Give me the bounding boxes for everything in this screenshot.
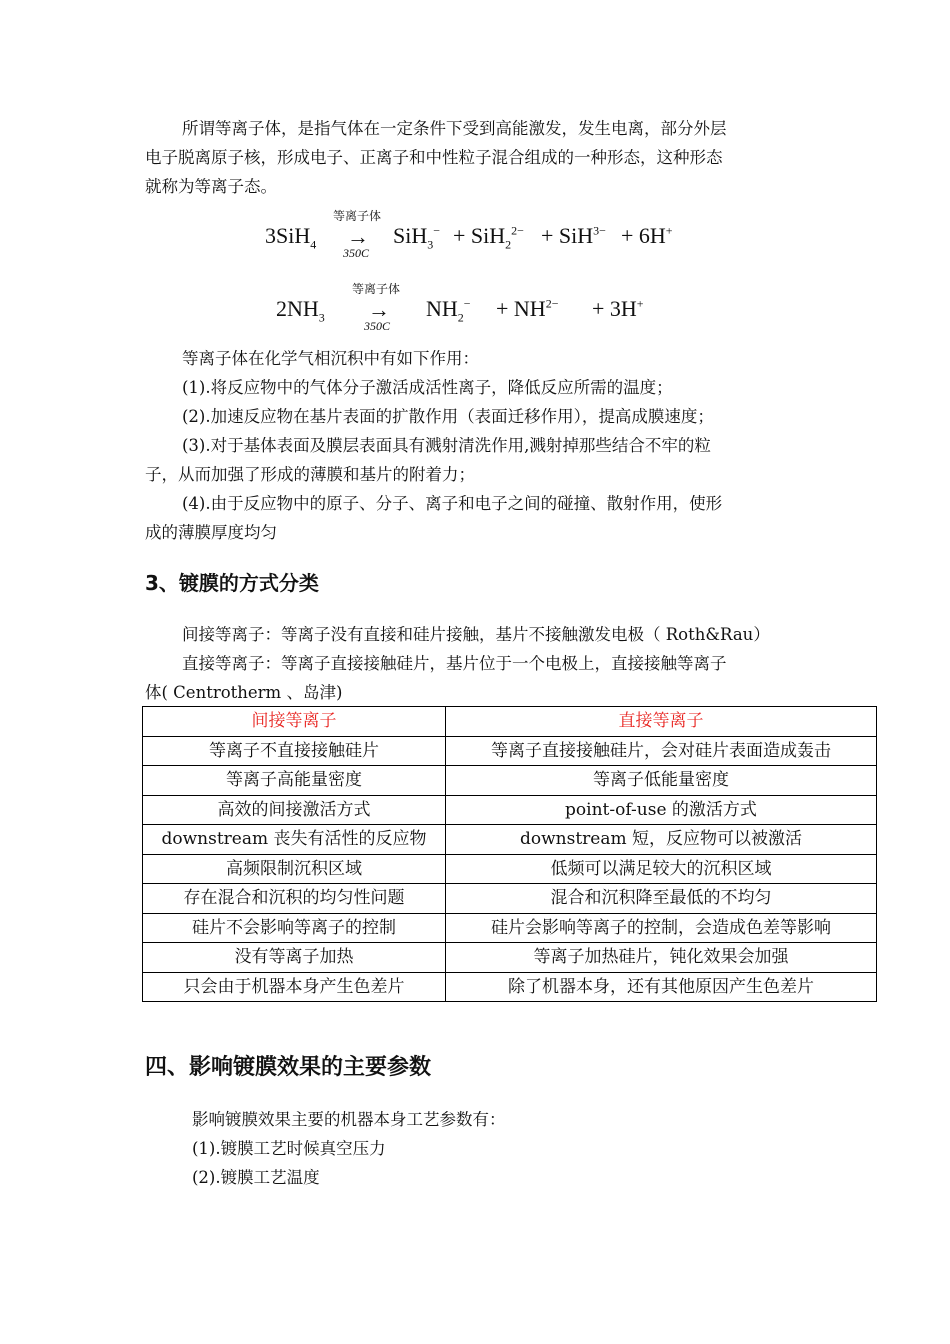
plasma-comparison-table xyxy=(142,706,877,1002)
eq2-arrow: → xyxy=(368,297,390,322)
table-row xyxy=(143,825,877,855)
eq1-product-1: SiH$_3$− xyxy=(393,223,441,252)
table-cell-indirect: 高效的间接激活方式 xyxy=(143,795,446,825)
section-4-heading: 四、影响镀膜效果的主要参数 xyxy=(145,1055,432,1080)
intro-line-2: 电子脱离原子核，形成电子、正离子和中性粒子混合组成的一种形态，这种形态 xyxy=(145,148,723,167)
roles-item-4b: 成的薄膜厚度均匀 xyxy=(145,523,277,542)
table-cell-direct: 等离子低能量密度 xyxy=(446,766,877,796)
table-header-indirect: 间接等离子 xyxy=(143,707,446,737)
table-cell-direct: 低频可以满足较大的沉积区域 xyxy=(446,854,877,884)
roles-item-3a: (3).对于基体表面及膜层表面具有溅射清洗作用,溅射掉那些结合不牢的粒 xyxy=(182,436,711,455)
eq1-condition-below: 350C xyxy=(343,246,370,260)
eq2-condition-above: 等离子体 xyxy=(352,282,401,296)
roles-intro: 等离子体在化学气相沉积中有如下作用： xyxy=(182,349,479,368)
eq1-product-4: + 6H+ xyxy=(621,223,673,248)
table-cell-indirect: 只会由于机器本身产生色差片 xyxy=(143,972,446,1002)
table-cell-indirect: 没有等离子加热 xyxy=(143,943,446,973)
table-row xyxy=(143,913,877,943)
eq1-arrow: → xyxy=(347,224,369,249)
direct-plasma-desc-a: 直接等离子：等离子直接接触硅片，基片位于一个电极上，直接接触等离子 xyxy=(182,654,727,673)
eq1-lhs: 3SiH$_4$ xyxy=(265,223,317,252)
table-row xyxy=(143,766,877,796)
intro-line-3: 就称为等离子态。 xyxy=(145,177,277,196)
table-cell-indirect: downstream 丧失有活性的反应物 xyxy=(143,825,446,855)
table-header-direct: 直接等离子 xyxy=(446,707,877,737)
params-item-1: (1).镀膜工艺时候真空压力 xyxy=(192,1139,386,1158)
eq2-condition-below: 350C xyxy=(364,319,391,333)
eq1-product-2: + SiH$_2^{2-}$ xyxy=(453,223,524,252)
table-cell-indirect: 等离子高能量密度 xyxy=(143,766,446,796)
table-cell-direct: 除了机器本身，还有其他原因产生色差片 xyxy=(446,972,877,1002)
table-row xyxy=(143,854,877,884)
eq2-product-3: + 3H+ xyxy=(592,296,644,321)
intro-line-1: 所谓等离子体，是指气体在一定条件下受到高能激发，发生电离，部分外层 xyxy=(182,119,727,138)
table-cell-direct: 等离子加热硅片，钝化效果会加强 xyxy=(446,943,877,973)
eq2-product-2: + $NH^{2-}$ xyxy=(496,296,559,321)
direct-plasma-desc-b: 体( Centrotherm 、岛津) xyxy=(145,683,343,702)
roles-item-3b: 子，从而加强了形成的薄膜和基片的附着力； xyxy=(145,465,475,484)
table-header-row xyxy=(143,707,877,737)
eq1-condition-above: 等离子体 xyxy=(333,209,382,223)
roles-item-1: (1).将反应物中的气体分子激活成活性离子，降低反应所需的温度； xyxy=(182,378,673,397)
params-item-2: (2).镀膜工艺温度 xyxy=(192,1168,320,1187)
roles-item-4a: (4).由于反应物中的原子、分子、离子和电子之间的碰撞、散射作用，使形 xyxy=(182,494,723,513)
eq2-product-1: $NH_2^-$ xyxy=(426,296,471,325)
table-row xyxy=(143,943,877,973)
table-cell-indirect: 硅片不会影响等离子的控制 xyxy=(143,913,446,943)
eq1-product-3: + SiH$^{3-}$ xyxy=(541,223,606,248)
table-row xyxy=(143,736,877,766)
table-cell-direct: 硅片会影响等离子的控制，会造成色差等影响 xyxy=(446,913,877,943)
table-row xyxy=(143,972,877,1002)
section-3-heading: 3、镀膜的方式分类 xyxy=(145,571,319,595)
table-cell-direct: 混合和沉积降至最低的不均匀 xyxy=(446,884,877,914)
table-cell-direct: 等离子直接接触硅片，会对硅片表面造成轰击 xyxy=(446,736,877,766)
eq2-lhs: $2NH_3$ xyxy=(276,296,325,325)
table-row xyxy=(143,884,877,914)
indirect-plasma-desc: 间接等离子：等离子没有直接和硅片接触，基片不接触激发电极（ Roth&Rau） xyxy=(182,625,770,644)
table-row xyxy=(143,795,877,825)
equation-silane xyxy=(265,205,705,265)
params-intro: 影响镀膜效果主要的机器本身工艺参数有： xyxy=(192,1110,506,1129)
table-cell-direct: point-of-use 的激活方式 xyxy=(446,795,877,825)
table-cell-indirect: 等离子不直接接触硅片 xyxy=(143,736,446,766)
roles-item-2: (2).加速反应物在基片表面的扩散作用（表面迁移作用），提高成膜速度； xyxy=(182,407,714,426)
table-cell-indirect: 高频限制沉积区域 xyxy=(143,854,446,884)
equation-ammonia xyxy=(276,278,696,338)
table-cell-indirect: 存在混合和沉积的均匀性问题 xyxy=(143,884,446,914)
table-cell-direct: downstream 短，反应物可以被激活 xyxy=(446,825,877,855)
